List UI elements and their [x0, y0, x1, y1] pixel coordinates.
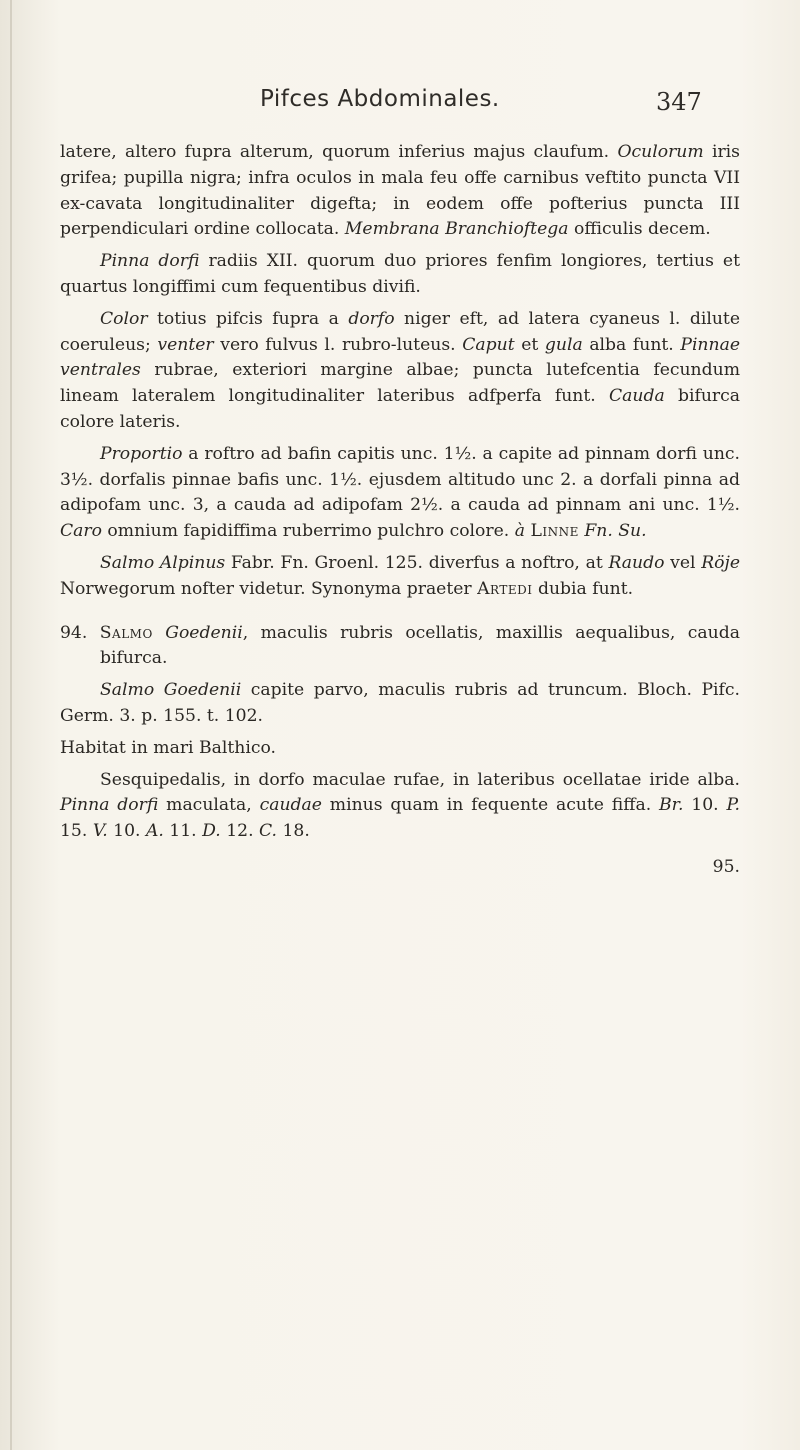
text-segment: omnium fapidiffima ruberrimo pulchro colore. — [101, 521, 515, 542]
paragraph-salmo-alpinus — [60, 551, 740, 603]
text-segment: capite parvo, maculis rubris ad truncum. Bloch. Pifc. Germ. 3. p. 155. t. 102. — [60, 680, 740, 726]
text-segment: totius pifcis fupra a — [147, 308, 349, 329]
text-segment: Proportio — [100, 443, 183, 464]
page-number: 347 — [656, 88, 702, 116]
text-segment: minus quam in fequente acute fiffa. — [321, 795, 660, 816]
text-segment: latere, altero fupra alterum, quorum inferius majus claufum. — [60, 142, 618, 162]
text-segment: à — [514, 521, 525, 542]
paragraph-habitat — [60, 736, 740, 762]
text-segment: Pinna dorfi — [60, 795, 159, 816]
text-segment: dorfo — [348, 308, 395, 329]
page-header — [0, 86, 800, 126]
page-gutter — [10, 0, 12, 1450]
text-segment: Fn. Su. — [584, 521, 647, 542]
text-segment: Röje — [701, 552, 741, 573]
text-segment — [153, 623, 165, 643]
running-head: Pifces Abdominales. — [260, 86, 500, 112]
text-segment: 10. — [107, 821, 146, 842]
text-segment: 15. — [60, 821, 93, 842]
text-segment: 18. — [277, 821, 310, 842]
text-segment: 11. — [163, 821, 203, 842]
text-segment: a roftro ad bafin capitis unc. 1½. a capite ad pinnam dorfi unc. 3½. dorfalis pinnae bafis unc. 1½. ejusdem altitudo unc 2. a dorfali pinna ad adipofam unc. 3, a cauda ad adipofam 2½. a cauda ad pinnam ani unc. 1½. — [60, 443, 740, 516]
text-segment: Pinnae ventrales — [60, 334, 740, 381]
text-segment: Habitat in mari Balthico. — [60, 737, 276, 758]
text-segment: C. — [259, 821, 278, 842]
paragraph-species-94-heading — [60, 621, 740, 673]
text-segment: dubia funt. — [532, 578, 634, 599]
text-segment: et — [514, 334, 545, 355]
text-segment: niger eft, ad latera cyaneus l. dilute coeruleus; — [60, 308, 740, 355]
text-segment: Raudo — [608, 552, 665, 573]
text-segment: rubrae, exteriori margine albae; puncta lutefcentia fecundum lineam lateralem longitudinaliter lateribus adfperfa funt. — [60, 360, 740, 407]
paragraph-proportio — [60, 442, 740, 545]
paragraph-color — [60, 307, 740, 436]
text-segment: P. — [726, 795, 740, 816]
body-text — [60, 140, 740, 887]
text-segment: Membrana Branchioftega — [344, 219, 569, 240]
text-segment: A. — [145, 821, 164, 842]
text-segment: gula — [544, 334, 583, 355]
text-segment: Salmo Goedenii — [100, 680, 242, 701]
text-segment: Artedi — [477, 578, 533, 599]
text-segment: Pinna dorfi — [100, 251, 200, 272]
text-segment: venter — [157, 334, 214, 355]
text-segment: V. — [92, 821, 108, 842]
text-segment: radiis XII. quorum duo priores fenfim longiores, tertius et quartus longiffimi cum fequentibus divifi. — [60, 251, 740, 297]
catchword: 95. — [712, 856, 740, 877]
text-segment: maculata, — [158, 795, 260, 816]
text-segment: Goedenii — [165, 622, 243, 643]
text-segment: 94. — [60, 622, 100, 643]
text-segment: , maculis rubris ocellatis, maxillis aequalibus, cauda bifurca. — [100, 622, 740, 669]
text-segment: Cauda — [609, 386, 665, 407]
paragraph-sesquipedalis — [60, 768, 740, 845]
text-segment: Br. — [659, 795, 684, 816]
text-segment: Caro — [60, 521, 102, 542]
text-segment: vel — [664, 552, 702, 573]
text-segment: alba funt. — [582, 334, 681, 355]
text-segment: vero fulvus l. rubro-luteus. — [213, 334, 463, 355]
paragraph-synonym-bloch — [60, 678, 740, 730]
text-segment: Norwegorum nofter videtur. Synonyma praeter — [60, 578, 478, 599]
paragraph-pinna-dorsi — [60, 249, 740, 301]
text-segment: Fabr. Fn. Groenl. 125. diverfus a noftro, at — [225, 552, 609, 573]
text-segment: Oculorum — [617, 142, 704, 162]
text-segment: caudae — [259, 795, 322, 816]
text-segment: 10. — [683, 795, 727, 816]
text-segment: Caput — [462, 334, 515, 355]
text-segment: iris grifea; pupilla nigra; infra oculos in mala feu offe carnibus veftito puncta VII ex-cavata longitudinaliter digefta; in eodem offe pofterius puncta III perpendiculari ordine collocata. — [60, 142, 740, 240]
text-segment: D. — [202, 821, 221, 842]
text-segment: Salmo Alpinus — [100, 552, 226, 573]
paragraph-description-cont — [60, 140, 740, 243]
text-segment: 12. — [220, 821, 260, 842]
text-segment: Sesquipedalis, in dorfo maculae rufae, in lateribus ocellatae iride alba. — [100, 769, 740, 790]
text-segment: Salmo — [99, 622, 153, 643]
text-segment: Color — [100, 308, 148, 329]
text-segment: Linne — [530, 521, 579, 542]
text-segment: bifurca colore lateris. — [60, 386, 740, 432]
text-segment: officulis decem. — [568, 219, 711, 240]
